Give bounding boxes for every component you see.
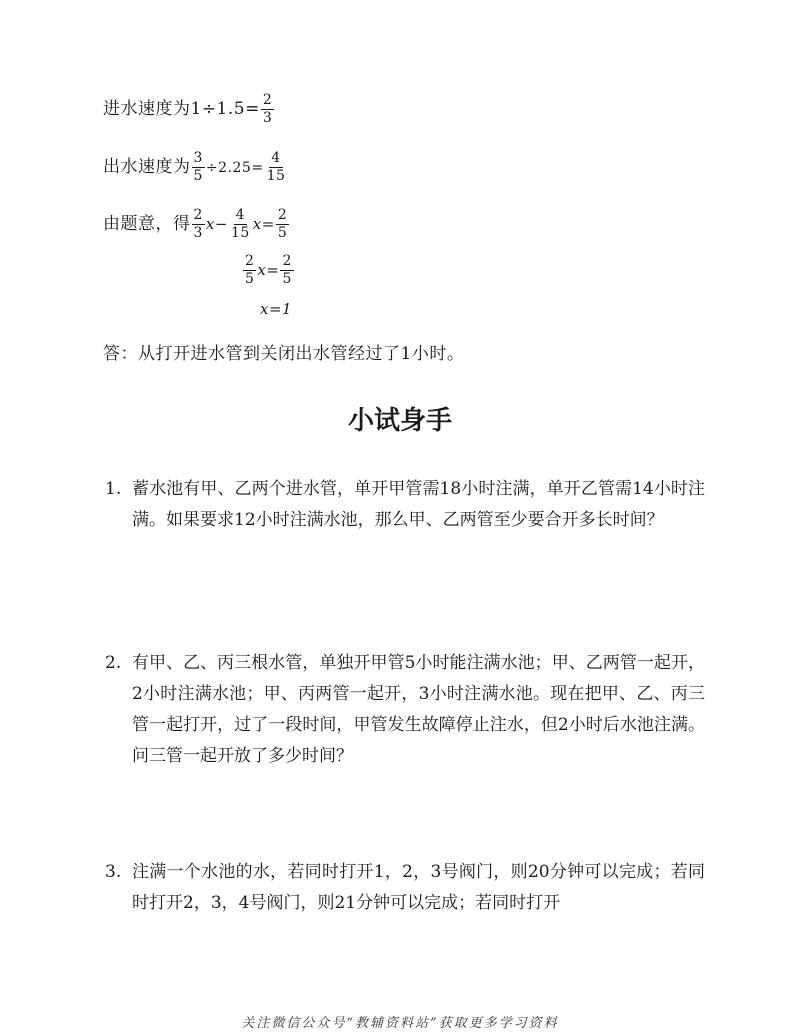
footer-watermark: 关注微信公众号“教辅资料站”获取更多学习资料 — [241, 1016, 559, 1031]
inflow-fraction: $\frac{2}{3}$ — [262, 92, 273, 126]
problem-2 — [105, 648, 705, 772]
problem-number: 2. — [105, 653, 122, 673]
equation-line-2: $\frac{2}{5}$ x= $\frac{2}{5}$ — [245, 253, 292, 287]
problem-text: 蓄水池有甲、乙两个进水管，单开甲管需18小时注满，单开乙管需14小时注满。如果要求12小时注满水池，那么甲、乙两管至少要合开多长时间？ — [132, 479, 705, 530]
answer-line: 答：从打开进水管到关闭出水管经过了1小时。 — [103, 344, 465, 364]
inflow-line — [103, 92, 275, 127]
problem-number: 3. — [105, 862, 122, 882]
problem-text: 有甲、乙、丙三根水管，单独开甲管5小时能注满水池；甲、乙两管一起开，2小时注满水池；甲、丙两管一起开，3小时注满水池。现在把甲、乙、丙三管一起打开，过了一段时间，甲管发生故障停止注水，但2小时后水池注满。问三管一起开放了多少时间？ — [132, 653, 705, 766]
outflow-line — [103, 150, 288, 185]
problem-text: 注满一个水池的水，若同时打开1，2，3号阀门，则20分钟可以完成；若同时打开2，3，4号阀门，则21分钟可以完成；若同时打开 — [132, 862, 705, 913]
outflow-fraction-1: $\frac{3}{5}$ — [193, 150, 203, 184]
problem-1 — [105, 474, 705, 536]
outflow-fraction-2: $\frac{4}{15}$ — [266, 150, 286, 184]
outflow-operator: ÷2.25= — [205, 160, 264, 176]
problem-number: 1. — [105, 479, 122, 499]
inflow-label: 进水速度为1÷1.5= — [103, 99, 260, 119]
equation-line-1: 由题意，得 $\frac{2}{3}$ x− $\frac{4}{15}$ x= $\frac{2}{5}$ — [103, 207, 288, 241]
equation-label: 由题意，得 — [103, 214, 191, 234]
problem-3 — [105, 857, 705, 919]
equation-line-3: x=1 — [260, 300, 293, 318]
section-title: 小试身手 — [347, 406, 452, 436]
outflow-label: 出水速度为 — [103, 157, 191, 177]
